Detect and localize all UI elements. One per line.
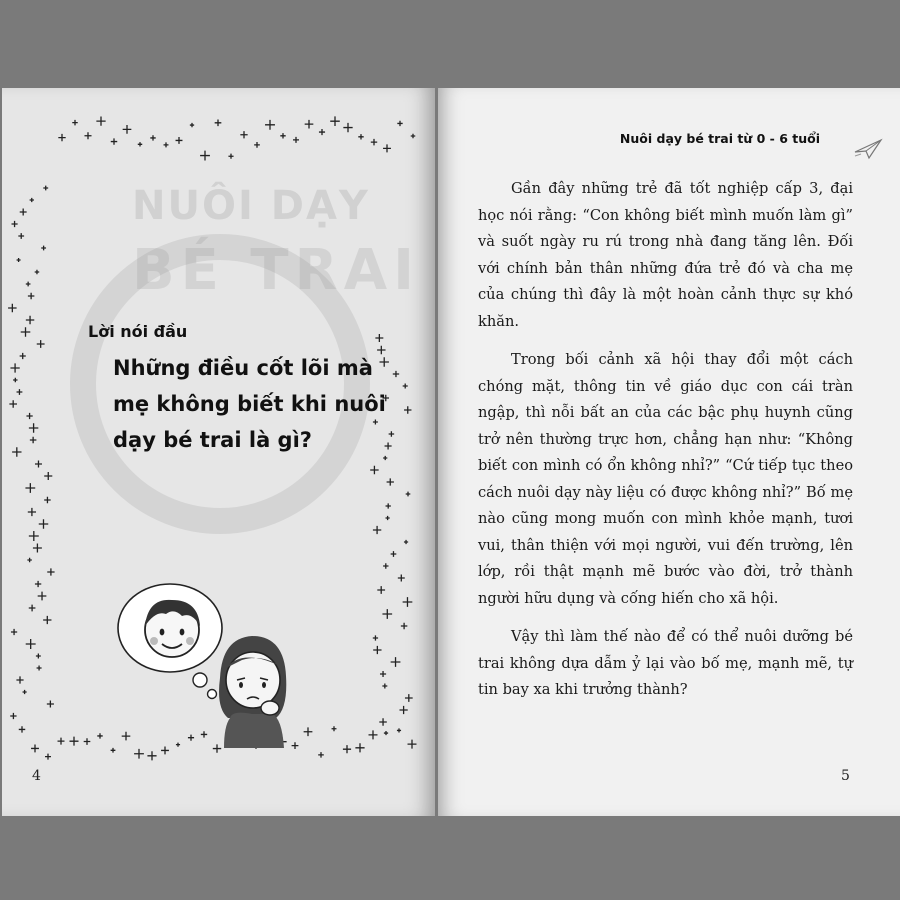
sparkle-mark <box>37 665 42 670</box>
sparkle-mark <box>343 745 351 753</box>
chapter-title <box>113 350 413 458</box>
sparkle-mark <box>35 270 40 275</box>
left-page <box>2 88 435 816</box>
sparkle-mark <box>29 605 36 612</box>
sparkle-mark <box>13 378 17 382</box>
sparkle-mark <box>38 592 47 601</box>
sparkle-mark <box>397 728 401 732</box>
right-page <box>438 88 900 816</box>
sparkle-mark <box>134 749 144 759</box>
sparkle-mark <box>69 737 78 746</box>
sparkle-mark <box>305 120 314 129</box>
sparkle-mark <box>377 586 385 594</box>
sparkle-mark <box>382 609 392 619</box>
sparkle-mark <box>408 740 417 749</box>
sparkle-mark <box>23 690 27 694</box>
sparkle-mark <box>138 142 142 146</box>
sparkle-mark <box>164 142 169 147</box>
sparkle-mark <box>280 133 285 138</box>
sparkle-mark <box>215 119 222 126</box>
sparkle-mark <box>17 258 21 262</box>
sparkle-mark <box>404 540 408 544</box>
sparkle-mark <box>200 151 210 161</box>
chapter-title-line: dạy bé trai là gì? <box>113 428 312 452</box>
sparkle-mark <box>25 483 35 493</box>
sparkle-mark <box>45 754 51 760</box>
sparkle-mark <box>33 544 42 553</box>
sparkle-mark <box>28 508 36 516</box>
sparkle-mark <box>36 654 41 659</box>
sparkle-mark <box>8 304 17 313</box>
sparkle-mark <box>72 120 77 125</box>
sparkle-mark <box>330 116 340 126</box>
sparkle-mark <box>44 472 52 480</box>
sparkle-mark <box>383 563 388 568</box>
sparkle-mark <box>379 718 387 726</box>
sparkle-mark <box>29 423 38 432</box>
running-head: Nuôi dạy bé trai từ 0 - 6 tuổi <box>619 131 820 146</box>
sparkle-mark <box>318 752 324 758</box>
sparkle-mark <box>384 731 388 735</box>
sparkle-mark <box>383 144 391 152</box>
sparkle-mark <box>399 706 407 714</box>
boy-face-icon <box>145 600 200 657</box>
sparkle-mark <box>58 738 65 745</box>
sparkle-mark <box>20 209 27 216</box>
sparkle-mark <box>26 316 34 324</box>
sparkle-mark <box>382 684 387 689</box>
sparkle-mark <box>386 503 391 508</box>
sparkle-mark <box>343 123 352 132</box>
sparkle-mark <box>28 293 34 299</box>
sparkle-mark <box>111 138 117 144</box>
page-number: 5 <box>841 768 850 784</box>
sparkle-mark <box>373 635 378 640</box>
sparkle-mark <box>332 726 337 731</box>
sparkle-mark <box>17 389 23 395</box>
page-number: 4 <box>32 768 41 784</box>
sparkle-mark <box>254 142 260 148</box>
sparkle-mark <box>147 751 156 760</box>
sparkle-mark <box>386 516 390 520</box>
sparkle-mark <box>11 629 17 635</box>
sparkle-mark <box>84 738 91 745</box>
sparkle-mark <box>355 743 364 752</box>
sparkle-mark <box>10 363 19 372</box>
sparkle-mark <box>387 478 394 485</box>
sparkle-mark <box>123 125 132 134</box>
show-through-text: NUÔI DẠY <box>132 183 370 229</box>
sparkle-mark <box>397 121 402 126</box>
sparkle-mark <box>190 123 194 127</box>
sparkle-mark <box>41 246 46 251</box>
sparkle-mark <box>12 447 21 456</box>
sparkle-mark <box>47 700 54 707</box>
sparkle-mark <box>29 531 39 541</box>
sparkle-mark <box>370 466 378 474</box>
chapter-title-line: Những điều cốt lõi mà <box>113 356 373 380</box>
worried-mother-icon <box>219 636 286 748</box>
sparkle-mark <box>373 646 381 654</box>
sparkle-mark <box>401 623 407 629</box>
sparkle-mark <box>10 713 16 719</box>
sparkle-mark <box>406 492 411 497</box>
sparkle-mark <box>11 221 17 227</box>
sparkle-mark <box>35 581 41 587</box>
sparkle-mark <box>411 134 416 139</box>
chapter-title-line: mẹ không biết khi nuôi <box>113 392 386 416</box>
sparkle-mark <box>19 726 25 732</box>
paragraph: Gần đây những trẻ đã tốt nghiệp cấp 3, đại học nói rằng: “Con không biết mình muốn làm gì” và suốt ngày ru rú trong nhà đang tăng lên. Đối với chính bản thân những đứa trẻ đó và cha mẹ của chúng thì đây là một hoàn cảnh thực sự khó khăn. <box>478 180 853 330</box>
sparkle-mark <box>405 694 413 702</box>
sparkle-mark <box>369 730 378 739</box>
mother-thinking-illustration <box>112 568 312 748</box>
paper-plane-icon <box>853 138 883 160</box>
sparkle-mark <box>30 437 37 444</box>
sparkle-mark <box>39 519 48 528</box>
sparkle-mark <box>31 744 39 752</box>
sparkle-mark <box>84 132 91 139</box>
sparkle-mark <box>111 748 116 753</box>
sparkle-mark <box>26 282 31 287</box>
sparkle-mark <box>176 137 183 144</box>
sparkle-mark <box>37 340 45 348</box>
section-label: Lời nói đầu <box>88 322 188 341</box>
sparkle-mark <box>43 616 51 624</box>
sparkle-mark <box>44 497 50 503</box>
sparkle-mark <box>96 117 105 126</box>
sparkle-mark <box>97 733 102 738</box>
sparkle-mark <box>21 327 31 337</box>
sparkle-mark <box>403 597 413 607</box>
sparkle-mark <box>47 568 54 575</box>
sparkle-mark <box>27 558 31 562</box>
sparkle-mark <box>391 551 397 557</box>
sparkle-mark <box>375 334 383 342</box>
sparkle-mark <box>373 526 381 534</box>
sparkle-mark <box>293 137 299 143</box>
sparkle-mark <box>26 413 32 419</box>
sparkle-mark <box>43 186 48 191</box>
body-text <box>478 176 853 716</box>
show-through-text-large: BÉ TRAI <box>132 238 420 303</box>
sparkle-mark <box>371 139 377 145</box>
sparkle-mark <box>380 671 386 677</box>
sparkle-mark <box>30 198 34 202</box>
sparkle-mark <box>319 129 325 135</box>
sparkle-mark <box>16 676 23 683</box>
sparkle-mark <box>18 233 24 239</box>
sparkle-mark <box>58 134 65 141</box>
paragraph: Trong bối cảnh xã hội thay đổi một cách chóng mặt, thông tin về giáo dục con cái tràn ngập, thì nỗi bất an của các bậc phụ huynh cũng trở nên thường trực hơn, chẳng hạn như: “Không biết con mình có ổn không nhỉ?” “Cứ tiếp tục theo cách nuôi dạy này liệu có được không nhỉ?” Bố mẹ nào cũng mong muốn con mình khỏe mạnh, tươi vui, thân thiện với mọi người, vui đến trường, lên lớp, rồi thật mạnh mẽ bước vào đời, trở thành người hữu dụng và cống hiến cho xã hội. <box>478 351 853 607</box>
sparkle-mark <box>35 461 42 468</box>
sparkle-mark <box>358 134 363 139</box>
sparkle-mark <box>240 131 247 138</box>
sparkle-mark <box>20 353 26 359</box>
sparkle-mark <box>265 120 275 130</box>
sparkle-mark <box>228 154 233 159</box>
sparkle-mark <box>391 657 401 667</box>
sparkle-mark <box>9 400 17 408</box>
sparkle-mark <box>398 575 405 582</box>
sparkle-mark <box>26 639 36 649</box>
paragraph: Vậy thì làm thế nào để có thể nuôi dưỡng bé trai không dựa dẫm ỷ lại vào bố mẹ, mạnh mẽ, tự tin bay xa khi trưởng thành? <box>478 628 853 698</box>
sparkle-mark <box>150 135 155 140</box>
